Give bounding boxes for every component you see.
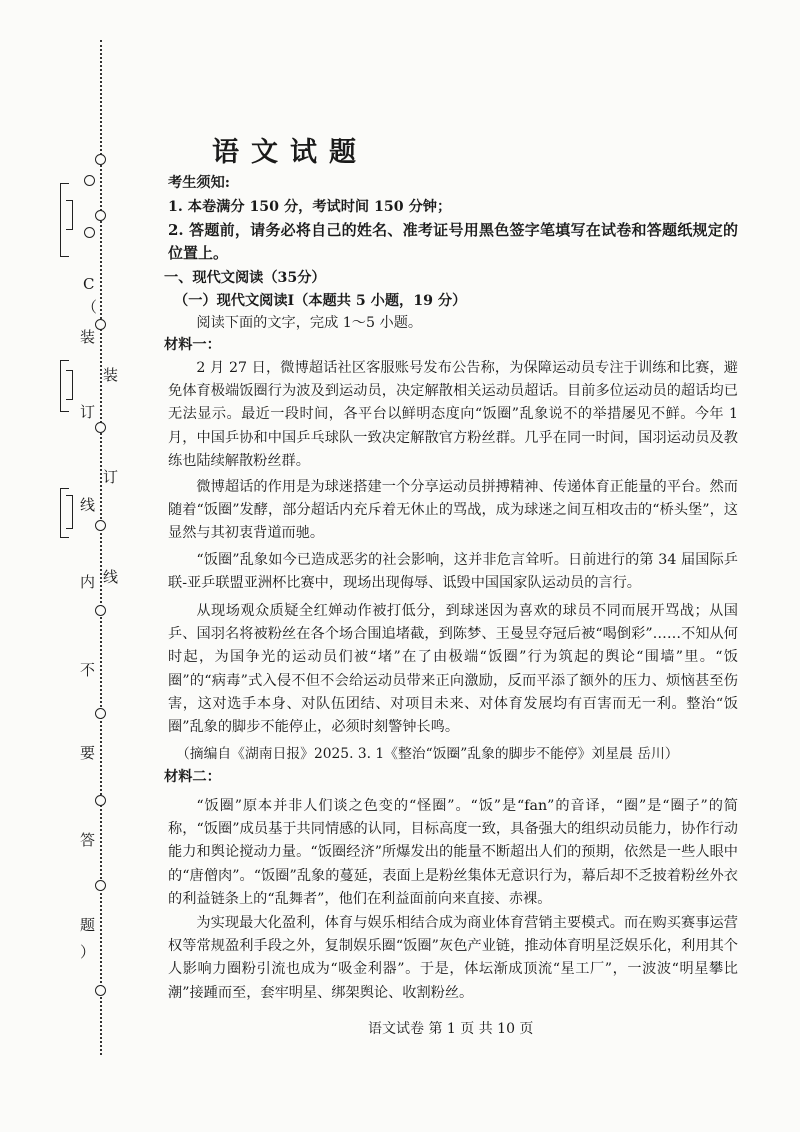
binding-hole-ring (95, 520, 106, 531)
binding-bracket (66, 370, 73, 400)
binding-hole-ring (95, 210, 106, 221)
binding-char: 要 (80, 744, 96, 762)
binding-bracket (66, 200, 73, 230)
binding-char: 答 (80, 831, 96, 849)
material-2-paragraph: “饭圈”原本并非人们谈之色变的“怪圈”。“饭”是“fan”的音译，“圈”是“圈子”的简称，“饭圈”成员基于共同情感的认同，目标高度一致，具备强大的组织动员能力，协作行动能力和舆论搅动力量。“饭圈经济”所爆发出的能量不断超出人们的预期，依然是一些人眼中的“唐僧肉”。“饭圈”乱象的蔓延，表面上是粉丝集体无意识行为，幕后却不乏披着粉丝外衣的利益链条上的“乱舞者”，他们在利益面前向来直接、赤裸。 (168, 798, 738, 907)
section-heading: 一、现代文阅读（35分） (164, 270, 326, 286)
binding-margin (0, 0, 150, 1132)
binding-char: 不 (80, 661, 96, 679)
binding-hole-ring (84, 175, 95, 186)
binding-hole-ring (95, 605, 106, 616)
binding-hole-ring (95, 880, 106, 891)
binding-char: ） (80, 943, 96, 961)
subsection-heading: （一）现代文阅读Ⅰ（本题共 5 小题，19 分） (174, 293, 467, 309)
reading-instruction: 阅读下面的文字，完成 1～5 小题。 (196, 315, 423, 331)
binding-char: 装 (80, 328, 96, 346)
binding-char: 订 (80, 403, 96, 421)
binding-char: 内 (80, 573, 96, 591)
page-footer: 语文试卷 第 1 页 共 10 页 (368, 1021, 534, 1037)
binding-hole-ring (95, 795, 106, 806)
binding-hole-ring (95, 154, 106, 165)
material-1-label: 材料一： (164, 337, 221, 353)
page-title: 语文试题 (212, 137, 368, 168)
notice-rule-2: 2. 答题前，请务必将自己的姓名、准考证号用黑色签字笔填写在试卷和答题纸规定的位置上。 (168, 221, 738, 263)
binding-hole-ring (95, 708, 106, 719)
binding-char: 线 (80, 496, 96, 514)
material-1-source: （摘编自《湖南日报》2025. 3. 1《整治“饭圈”乱象的脚步不能停》刘星晨 岳川） (176, 746, 679, 762)
binding-hole-ring (95, 985, 106, 996)
binding-char: C (83, 275, 95, 293)
notice-heading: 考生须知: (168, 175, 230, 191)
binding-hole-ring (95, 422, 106, 433)
binding-char: 线 (103, 568, 119, 586)
binding-hole-ring (84, 227, 95, 238)
material-1-paragraph: 从现场观众质疑全红婵动作被打低分，到球迷因为喜欢的球员不同而展开骂战；从国乒、国羽名将被粉丝在各个场合围追堵截，到陈梦、王曼昱夺冠后被“喝倒彩”……不知从何时起，为国争光的运动员们被“堵”在了由极端“饭圈”行为筑起的舆论“围墙”里。“饭圈”的“病毒”式入侵不但不会给运动员带来正向激励，反而平添了额外的压力、烦恼甚至伤害，这对选手本身、对队伍团结、对项目未来、对体育发展均有百害而无一利。整治“饭圈”乱象的脚步不能停止，必须时刻警钟长鸣。 (168, 603, 738, 736)
binding-bracket (66, 495, 73, 529)
binding-char: 订 (103, 468, 119, 486)
binding-char: （ (82, 298, 98, 316)
notice-rule-1: 1. 本卷满分 150 分，考试时间 150 分钟； (168, 199, 452, 215)
material-1-paragraph: 2 月 27 日，微博超话社区客服账号发布公告称，为保障运动员专注于训练和比赛，避免体育极端饭圈行为波及到运动员，决定解散相关运动员超话。目前多位运动员的超话均已无法显示。最近一段时间，各平台以鲜明态度向“饭圈”乱象说不的举措屡见不鲜。今年 1 月，中国乒协和中国乒乓球队一致决定解散官方粉丝群。几乎在同一时间，国羽运动员及教练也陆续解散粉丝群。 (168, 360, 738, 469)
material-1-paragraph: 微博超话的作用是为球迷搭建一个分享运动员拼搏精神、传递体育正能量的平台。然而随着“饭圈”发酵，部分超话内充斥着无休止的骂战，成为球迷之间互相攻击的“桥头堡”，这显然与其初衷背道而驰。 (168, 479, 738, 542)
material-2-label: 材料二： (164, 769, 221, 785)
binding-hole-ring (95, 319, 106, 330)
material-1-paragraph: “饭圈”乱象如今已造成恶劣的社会影响，这并非危言耸听。日前进行的第 34 届国际乒联-亚乒联盟亚洲杯比赛中，现场出现侮辱、诋毁中国国家队运动员的言行。 (168, 552, 738, 592)
binding-dotted-line (100, 40, 102, 1055)
material-2-paragraph: 为实现最大化盈利，体育与娱乐相结合成为商业体育营销主要模式。而在购买赛事运营权等常规盈利手段之外，复制娱乐圈“饭圈”灰色产业链，推动体育明星泛娱乐化，利用其个人影响力圈粉引流也成为“吸金利器”。于是，体坛渐成顶流“星工厂”，一波波“明星攀比潮”接踵而至，套牢明星、绑架舆论、收割粉丝。 (168, 915, 738, 1001)
binding-char: 装 (103, 366, 119, 384)
binding-char: 题 (80, 916, 96, 934)
